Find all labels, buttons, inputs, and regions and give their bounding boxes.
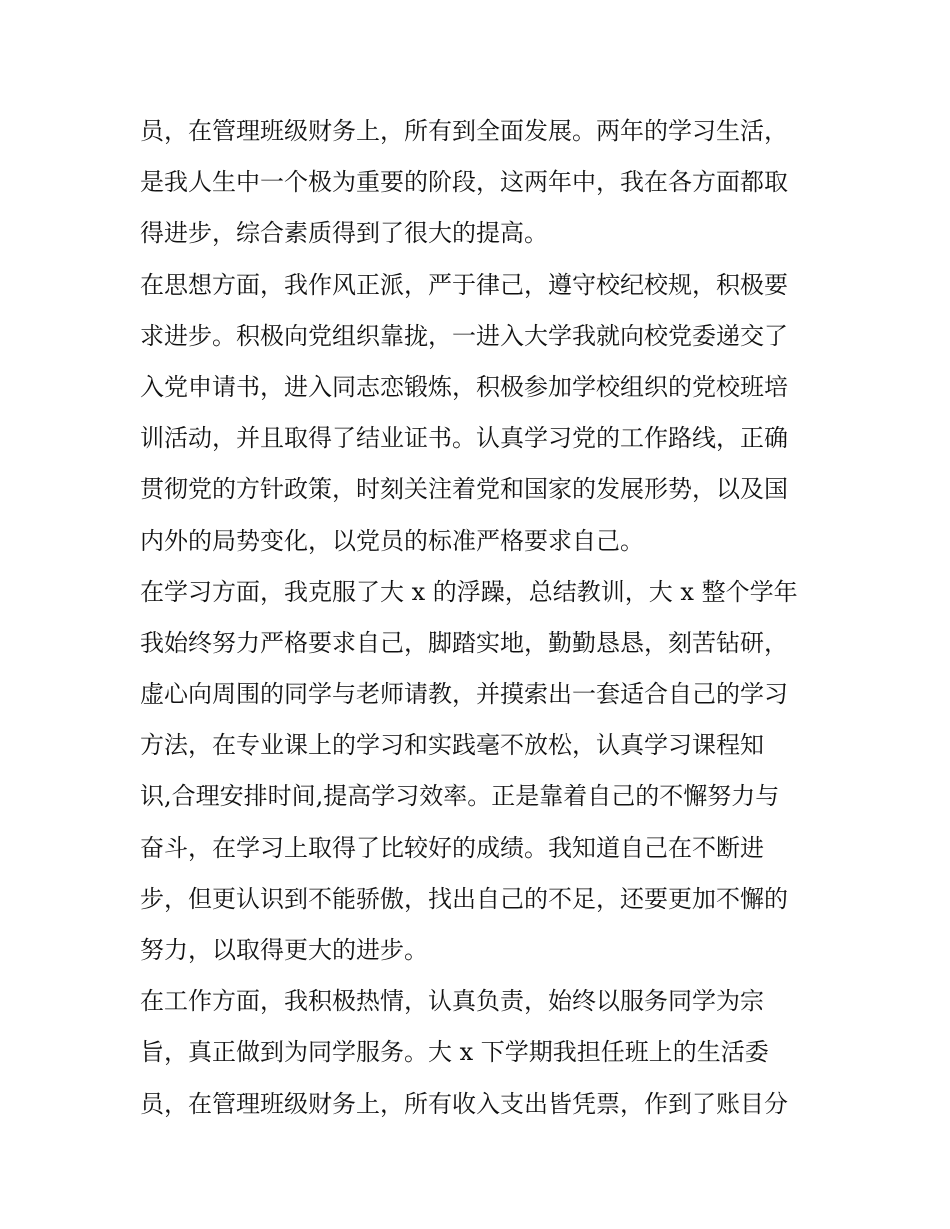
document-body <box>140 106 820 1130</box>
text-line-5: 求进步。积极向党组织靠拢，一进入大学我就向校党委递交了 <box>140 321 788 350</box>
text-line-20: 员，在管理班级财务上，所有收入支出皆凭票，作到了账目分 <box>140 1089 788 1118</box>
text-line-16: 步，但更认识到不能骄傲，找出自己的不足，还要更加不懈的 <box>140 884 788 913</box>
text-line-6: 入党申请书，进入同志恋锻炼，积极参加学校组织的党校班培 <box>140 372 788 401</box>
text-line-17: 努力，以取得更大的进步。 <box>140 936 428 964</box>
text-line-7: 训活动，并且取得了结业证书。认真学习党的工作路线，正确 <box>140 424 788 453</box>
text-line-11: 我始终努力严格要求自己，脚踏实地，勤勤恳恳，刻苦钻研， <box>140 628 788 657</box>
text-line-18: 在工作方面，我积极热情，认真负责，始终以服务同学为宗 <box>140 987 764 1016</box>
text-line-4: 在思想方面，我作风正派，严于律己，遵守校纪校规，积极要 <box>140 270 788 299</box>
text-line-9: 内外的局势变化，以党员的标准严格要求自己。 <box>140 526 644 555</box>
text-line-2: 是我人生中一个极为重要的阶段，这两年中，我在各方面都取 <box>140 168 788 197</box>
text-line-12: 虚心向周围的同学与老师请教，并摸索出一套适合自己的学习 <box>140 680 788 709</box>
text-line-10: 在学习方面，我克服了大 x 的浮躁，总结教训，大 x 整个学年 <box>140 577 798 606</box>
text-line-14: 识,合理安排时间,提高学习效率。正是靠着自己的不懈努力与 <box>140 782 780 811</box>
text-line-19: 旨，真正做到为同学服务。大 x 下学期我担任班上的生活委 <box>140 1038 769 1067</box>
text-line-8: 贯彻党的方针政策，时刻关注着党和国家的发展形势，以及国 <box>140 475 788 504</box>
text-line-15: 奋斗，在学习上取得了比较好的成绩。我知道自己在不断进 <box>140 833 764 862</box>
text-line-1: 员，在管理班级财务上，所有到全面发展。两年的学习生活， <box>140 117 788 145</box>
text-line-13: 方法，在专业课上的学习和实践毫不放松，认真学习课程知 <box>140 731 764 760</box>
text-line-3: 得进步，综合素质得到了很大的提高。 <box>140 219 548 248</box>
